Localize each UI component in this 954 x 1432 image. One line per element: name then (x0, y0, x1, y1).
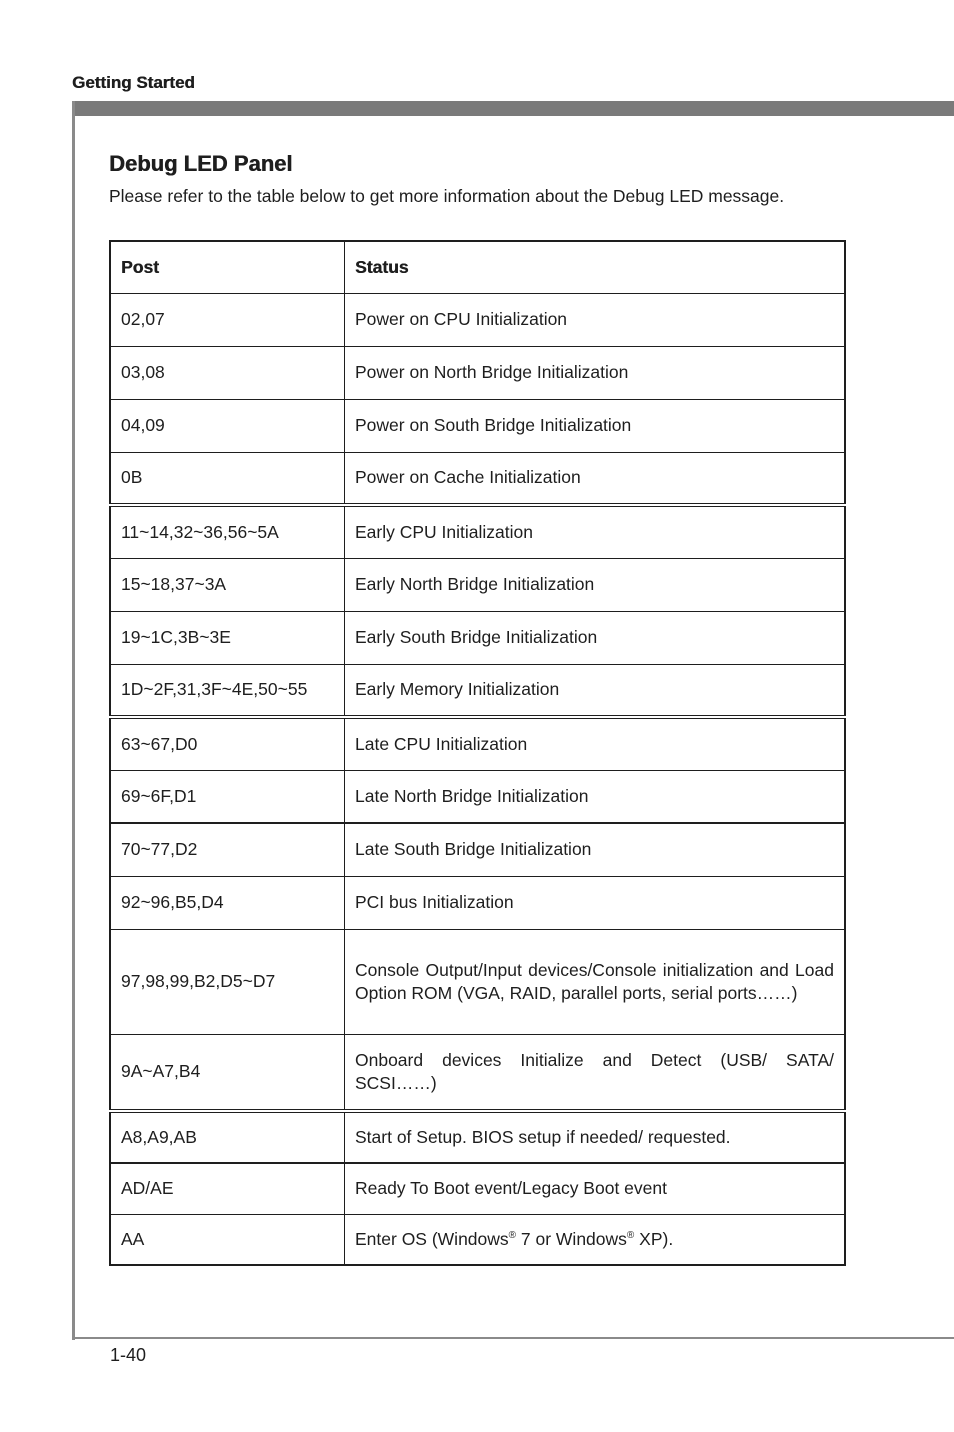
frame-bottom-rule (72, 1337, 954, 1339)
post-code: 97,98,99,B2,D5~D7 (110, 929, 345, 1034)
registered-mark: ® (626, 1229, 635, 1241)
post-code: AA (110, 1214, 345, 1265)
table-row (110, 346, 845, 399)
status-text: Console Output/Input devices/Console initialization and Load Option ROM (VGA, RAID, parallel ports, serial ports……) (345, 929, 846, 1034)
status-text: Power on North Bridge Initialization (345, 346, 846, 399)
table-row (110, 1214, 845, 1265)
frame-left-rule (72, 101, 75, 1340)
post-code: A8,A9,AB (110, 1111, 345, 1163)
post-code: 02,07 (110, 293, 345, 346)
status-text: PCI bus Initialization (345, 876, 846, 929)
table-row (110, 293, 845, 346)
status-text: Enter OS (Windows® 7 or Windows® XP). (345, 1214, 846, 1265)
table-row (110, 929, 845, 1034)
table-row (110, 717, 845, 770)
post-code: 11~14,32~36,56~5A (110, 505, 345, 558)
status-text: Power on South Bridge Initialization (345, 399, 846, 452)
table-row (110, 1163, 845, 1214)
table-row (110, 823, 845, 876)
table-row (110, 770, 845, 823)
status-text: Early South Bridge Initialization (345, 611, 846, 664)
status-text: Early CPU Initialization (345, 505, 846, 558)
table-row (110, 505, 845, 558)
post-code: 70~77,D2 (110, 823, 345, 876)
table-row (110, 1034, 845, 1111)
status-text: Late CPU Initialization (345, 717, 846, 770)
status-text: Late North Bridge Initialization (345, 770, 846, 823)
header-status: Status (345, 241, 846, 293)
status-text: Late South Bridge Initialization (345, 823, 846, 876)
status-text: Power on Cache Initialization (345, 452, 846, 505)
status-text: Ready To Boot event/Legacy Boot event (345, 1163, 846, 1214)
status-text: Early Memory Initialization (345, 664, 846, 717)
table-row (110, 611, 845, 664)
registered-mark: ® (508, 1229, 517, 1241)
post-code: AD/AE (110, 1163, 345, 1214)
section-label: Getting Started (72, 73, 195, 92)
post-code: 9A~A7,B4 (110, 1034, 345, 1111)
intro-paragraph: Please refer to the table below to get more information about the Debug LED message. (109, 186, 785, 206)
table-row (110, 1111, 845, 1163)
status-text: Start of Setup. BIOS setup if needed/ requested. (345, 1111, 846, 1163)
table-row (110, 664, 845, 717)
page-title: Debug LED Panel (109, 151, 293, 176)
table-row (110, 558, 845, 611)
post-code: 19~1C,3B~3E (110, 611, 345, 664)
post-code: 92~96,B5,D4 (110, 876, 345, 929)
status-text: Power on CPU Initialization (345, 293, 846, 346)
table-row (110, 399, 845, 452)
debug-led-table (109, 240, 846, 1266)
frame-top-bar (72, 101, 954, 116)
table-header-row (110, 241, 845, 293)
post-code: 03,08 (110, 346, 345, 399)
table-row (110, 876, 845, 929)
post-code: 15~18,37~3A (110, 558, 345, 611)
status-text: Early North Bridge Initialization (345, 558, 846, 611)
post-code: 04,09 (110, 399, 345, 452)
post-code: 0B (110, 452, 345, 505)
post-code: 63~67,D0 (110, 717, 345, 770)
status-text: Onboard devices Initialize and Detect (USB/ SATA/ SCSI……) (345, 1034, 846, 1111)
page-number: 1-40 (110, 1345, 147, 1365)
post-code: 1D~2F,31,3F~4E,50~55 (110, 664, 345, 717)
post-code: 69~6F,D1 (110, 770, 345, 823)
table-row (110, 452, 845, 505)
header-post: Post (110, 241, 345, 293)
